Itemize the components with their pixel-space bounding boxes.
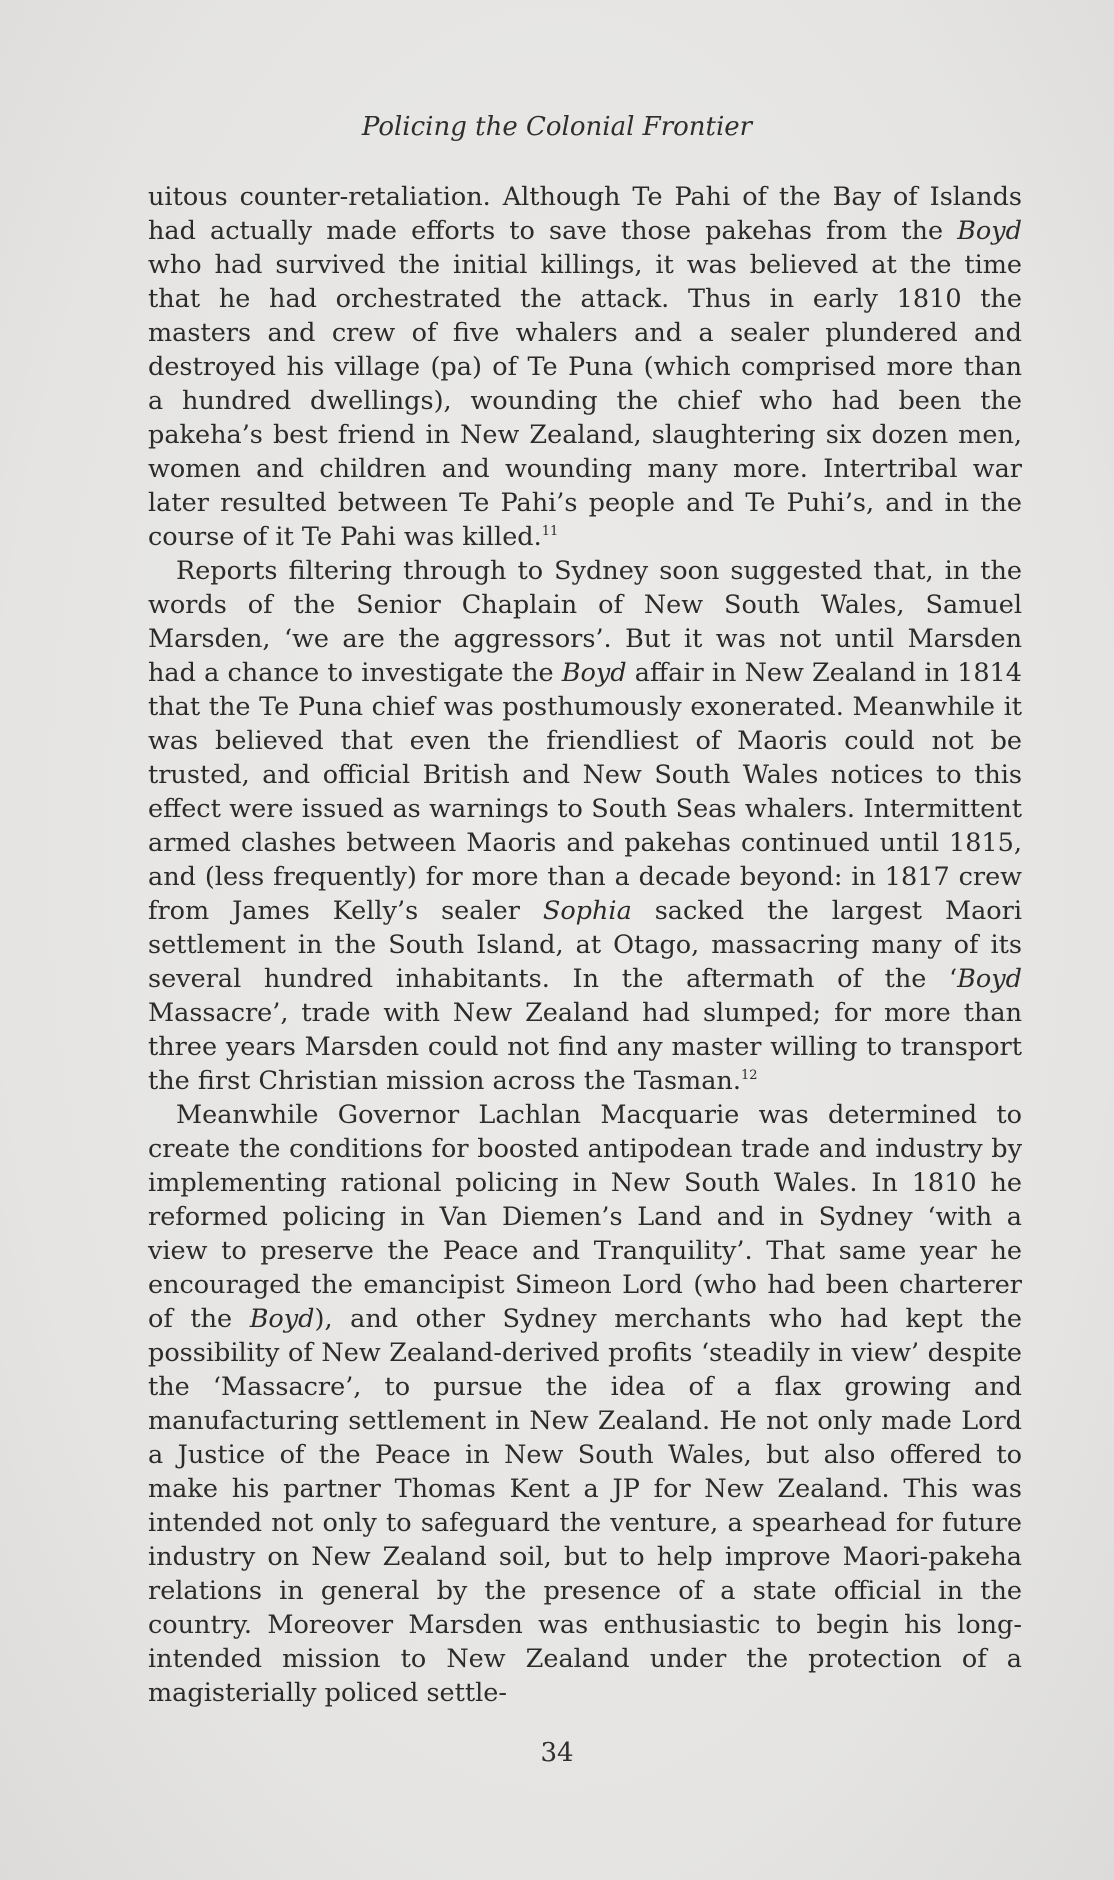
body-text (148, 180, 1022, 1710)
footnote-reference: 11 (541, 524, 559, 539)
text-run: sacked the largest Maori settlement in the South Island, at Otago, massacring many of its several hundred inhabitants. In the aftermath of the ‘ (148, 896, 1022, 994)
italic-text: Boyd (957, 216, 1022, 246)
paragraph-1 (148, 180, 1022, 554)
italic-text: Boyd (957, 964, 1022, 994)
text-run: affair in New Zealand in 1814 that the Te Puna chief was posthumously exonerated. Meanwhile it was believed that even the friendliest of Maoris could not be trusted, and official British and New South Wales notices to this effect were issued as warnings to South Seas whalers. Intermittent armed clashes between Maoris and pakehas continued until 1815, and (less frequently) for more than a decade beyond: in 1817 crew from James Kelly’s sealer (148, 658, 1023, 926)
page-number: 34 (540, 1738, 574, 1768)
text-run: uitous counter-retaliation. Although Te Pahi of the Bay of Islands had actually made efforts to save those pakehas from the (148, 182, 1022, 246)
italic-text: Boyd (249, 1304, 315, 1334)
text-run: Massacre’, trade with New Zealand had slumped; for more than three years Marsden could not find any master willing to transport the first Christian mission across the Tasman. (148, 998, 1022, 1096)
footnote-reference: 12 (740, 1068, 758, 1083)
text-run: Meanwhile Governor Lachlan Macquarie was determined to create the conditions for boosted antipodean trade and industry by implementing rational policing in New South Wales. In 1810 he reformed policing in Van Diemen’s Land and in Sydney ‘with a view to preserve the Peace and Tranquility’. That same year he encouraged the emancipist Simeon Lord (who had been charterer of the (148, 1100, 1022, 1334)
text-run: who had survived the initial killings, it was believed at the time that he had orchestrated the attack. Thus in early 1810 the masters and crew of five whalers and a sealer plundered and destroyed his village (pa) of Te Puna (which comprised more than a hundred dwellings), wounding the chief who had been the pakeha’s best friend in New Zealand, slaughtering six dozen men, women and children and wounding many more. Intertribal war later resulted between Te Pahi’s people and Te Puhi’s, and in the course of it Te Pahi was killed. (148, 250, 1022, 552)
paragraph-3 (148, 1098, 1022, 1710)
text-run: Reports filtering through to Sydney soon suggested that, in the words of the Senior Chaplain of New South Wales, Samuel Marsden, ‘we are the aggressors’. But it was not until Marsden had a chance to investigate the (148, 556, 1022, 688)
italic-text: Boyd (561, 658, 627, 688)
italic-text: Sophia (542, 896, 632, 926)
text-run: ), and other Sydney merchants who had kept the possibility of New Zealand-derived profits ‘steadily in view’ despite the ‘Massacre’, to pursue the idea of a flax growing and manufacturing settlement in New Zealand. He not only made Lord a Justice of the Peace in New South Wales, but also offered to make his partner Thomas Kent a JP for New Zealand. This was intended not only to safeguard the venture, a spearhead for future industry on New Zealand soil, but to help improve Maori-pakeha relations in general by the presence of a state official in the country. Moreover Marsden was enthusiastic to begin his long-intended mission to New Zealand under the protection of a magisterially policed settle- (148, 1304, 1023, 1708)
paragraph-2 (148, 554, 1022, 1098)
running-head: Policing the Colonial Frontier (361, 112, 753, 142)
